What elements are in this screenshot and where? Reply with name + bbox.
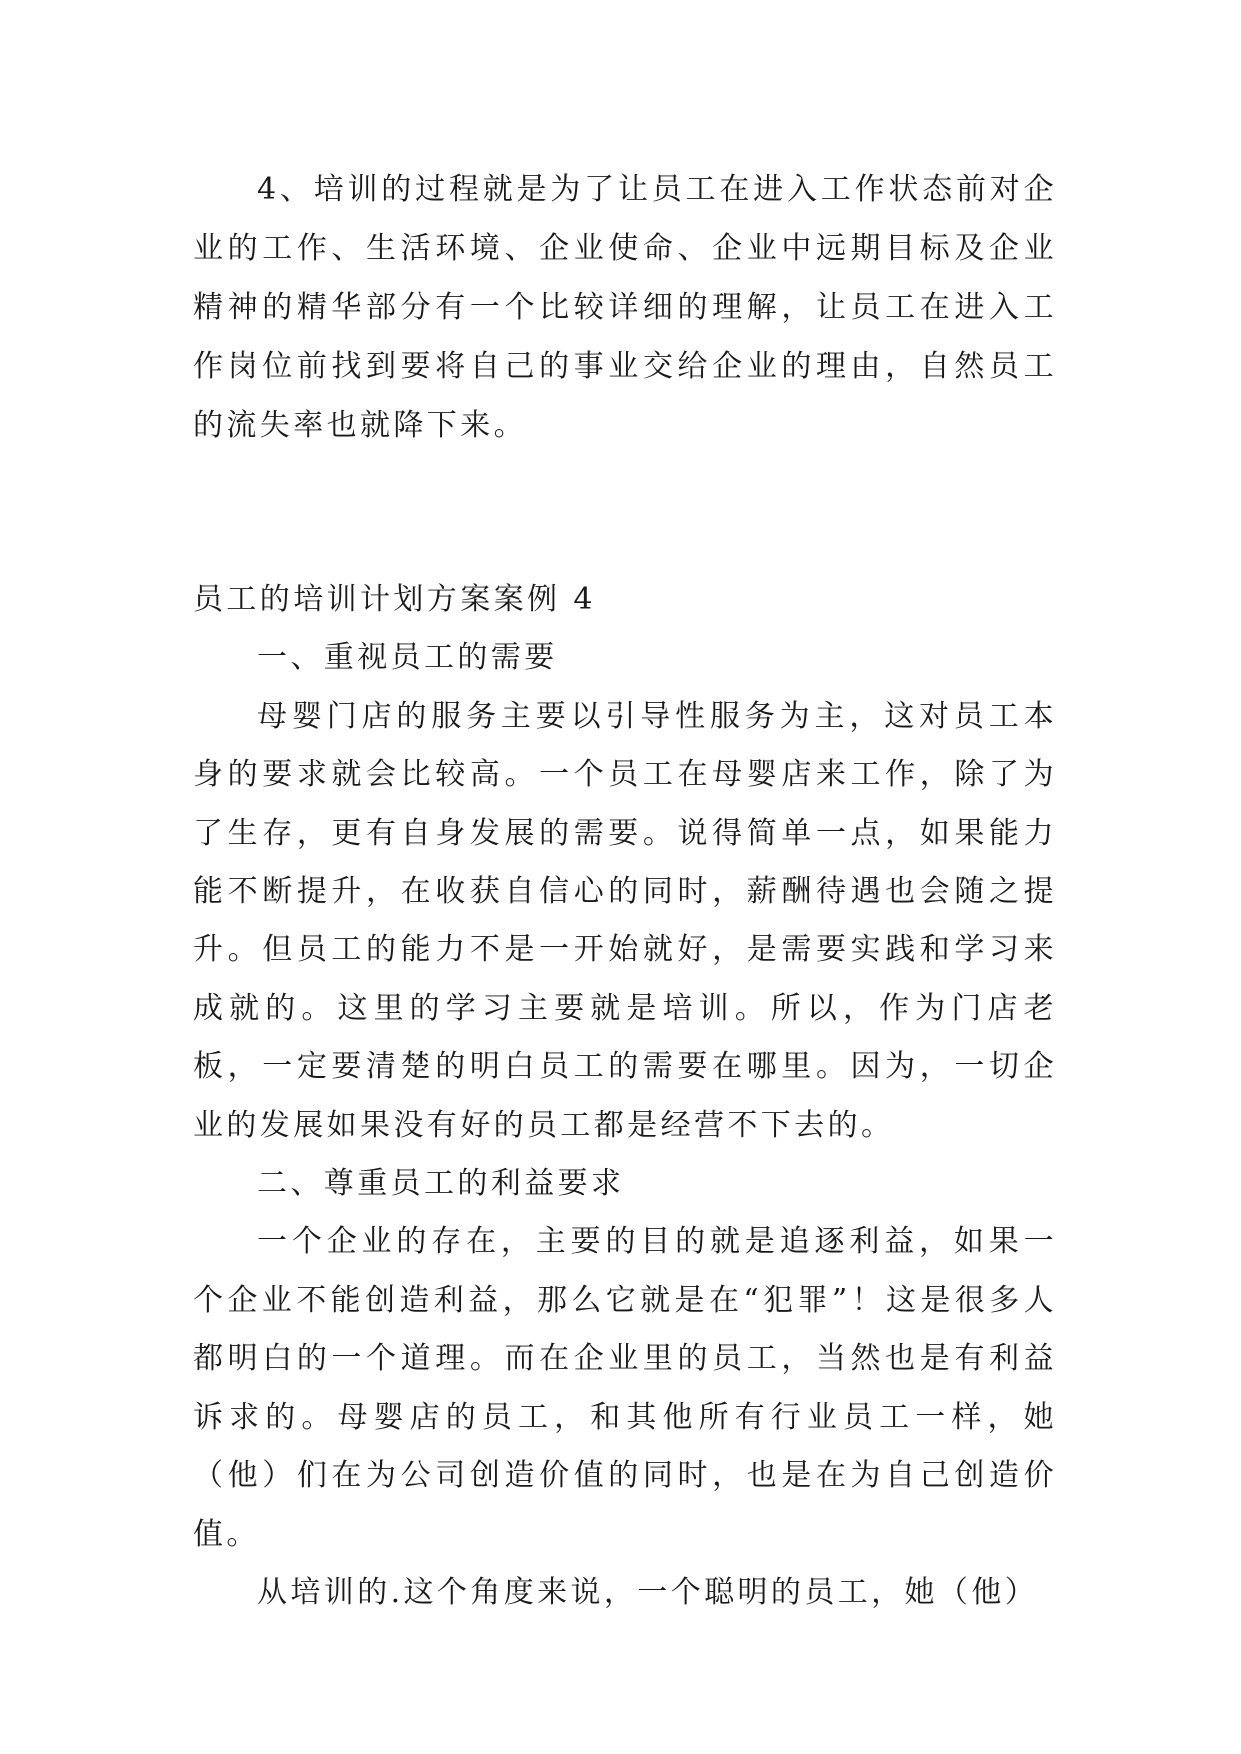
body-paragraph: 从培训的.这个角度来说，一个聪明的员工，她（他） — [257, 1574, 1039, 1610]
subheading: 二、尊重员工的利益要求 — [257, 1166, 625, 1202]
body-paragraph: 4、培训的过程就是为了让员工在进入工作状态前对企业的工作、生活环境、企业使命、企业中远期目标及企业精神的精华部分有一个比较详细的理解，让员工在进入工作岗位前找到要将自己的事业交给企业的理由，自然员工的流失率也就降下来。 — [193, 172, 1057, 443]
section-1 — [193, 160, 1057, 455]
section-2 — [193, 571, 1057, 1622]
section-title: 员工的培训计划方案案例 4 — [193, 582, 596, 617]
subheading: 一、重视员工的需要 — [257, 640, 558, 676]
body-paragraph: 母婴门店的服务主要以引导性服务为主，这对员工本身的要求就会比较高。一个员工在母婴店来工作，除了为了生存，更有自身发展的需要。说得简单一点，如果能力能不断提升，在收获自信心的同时，薪酬待遇也会随之提升。但员工的能力不是一开始就好，是需要实践和学习来成就的。这里的学习主要就是培训。所以，作为门店老板，一定要清楚的明白员工的需要在哪里。因为，一切企业的发展如果没有好的员工都是经营不下去的。 — [193, 698, 1057, 1143]
body-paragraph: 一个企业的存在，主要的目的就是追逐利益，如果一个企业不能创造利益，那么它就是在“犯罪”！这是很多人都明白的一个道理。而在企业里的员工，当然也是有利益诉求的。母婴店的员工，和其他所有行业员工一样，她（他）们在为公司创造价值的同时，也是在为自己创造价值。 — [193, 1224, 1057, 1552]
